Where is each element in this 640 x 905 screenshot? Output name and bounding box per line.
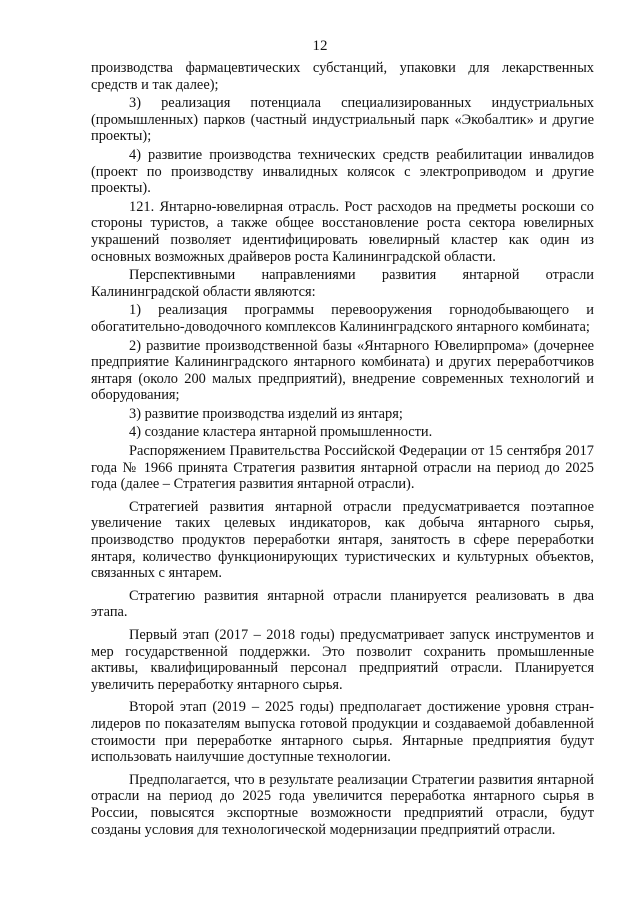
paragraph-strategy-indicators: Стратегией развития янтарной отрасли предусматривается поэтапное увеличение таких целевых индикаторов, как добыча янтарного сырья, производство продуктов переработки янтаря, занятость в сфере переработки янтаря, количество функционирующих туристических и культурных объектов, связанных с янтарем. [91, 498, 594, 582]
paragraph-two-stages: Стратегию развития янтарной отрасли планируется реализовать в два этапа. [91, 587, 594, 621]
list-item-industrial-parks: 3) реализация потенциала специализированных индустриальных (промышленных) парков (частный индустриальный парк «Экобалтик» и другие проекты); [91, 95, 594, 145]
paragraph-expected-results: Предполагается, что в результате реализации Стратегии развития янтарной отрасли на период до 2025 года увеличится переработка янтарного сырья в России, повысятся экспортные возможности предприятий отрасли, будут созданы условия для технологической модернизации предприятий отрасли. [91, 771, 594, 838]
paragraph-government-order: Распоряжением Правительства Российской Федерации от 15 сентября 2017 года № 1966 принята Стратегия развития янтарной отрасли на период до 2025 года (далее – Стратегия развития янтарной отрасли). [91, 443, 594, 493]
list-item-amber-cluster: 4) создание кластера янтарной промышленности. [129, 424, 433, 441]
paragraph-121-amber-jewelry-industry: 121. Янтарно-ювелирная отрасль. Рост расходов на предметы роскоши со стороны туристов, а также общее восстановление роста сектора ювелирных украшений позволяет идентифицировать ювелирный кластер как один из основных возможных драйверов роста Калининградской области. [91, 198, 594, 265]
paragraph-amber-directions-intro: Перспективными направлениями развития янтарной отрасли Калининградской области являются: [91, 267, 594, 300]
paragraph-first-stage: Первый этап (2017 – 2018 годы) предусматривает запуск инструментов и мер государственной поддержки. Это позволит сохранить промышленные активы, квалифицированный персонал предприятий отрасли. Планируется увеличить переработку янтарного сырья. [91, 627, 594, 693]
paragraph-second-stage: Второй этап (2019 – 2025 годы) предполагает достижение уровня стран-лидеров по показателям выпуска готовой продукции и создаваемой добавленной стоимости при переработке янтарного сырья. Янтарные предприятия будут использовать наилучшие доступные технологии. [91, 699, 594, 766]
page-number: 12 [312, 38, 328, 54]
list-item-rearmament-program: 1) реализация программы перевооружения горнодобывающего и обогатительно-доводочного комплексов Калининградского янтарного комбината; [91, 302, 594, 335]
document-body [91, 60, 594, 840]
list-item-rehabilitation-means: 4) развитие производства технических средств реабилитации инвалидов (проект по производству инвалидных колясок с электроприводом и другие проекты). [91, 146, 594, 197]
paragraph-continuation: производства фармацевтических субстанций, упаковки для лекарственных средств и так далее); [91, 60, 594, 93]
list-item-production-base: 2) развитие производственной базы «Янтарного Ювелирпрома» (дочернее предприятие Калининградского янтарного комбината) и других переработчиков янтаря (около 200 малых предприятий), внедрение современных технологий и оборудования; [91, 337, 594, 404]
list-item-amber-products: 3) развитие производства изделий из янтаря; [129, 405, 403, 422]
